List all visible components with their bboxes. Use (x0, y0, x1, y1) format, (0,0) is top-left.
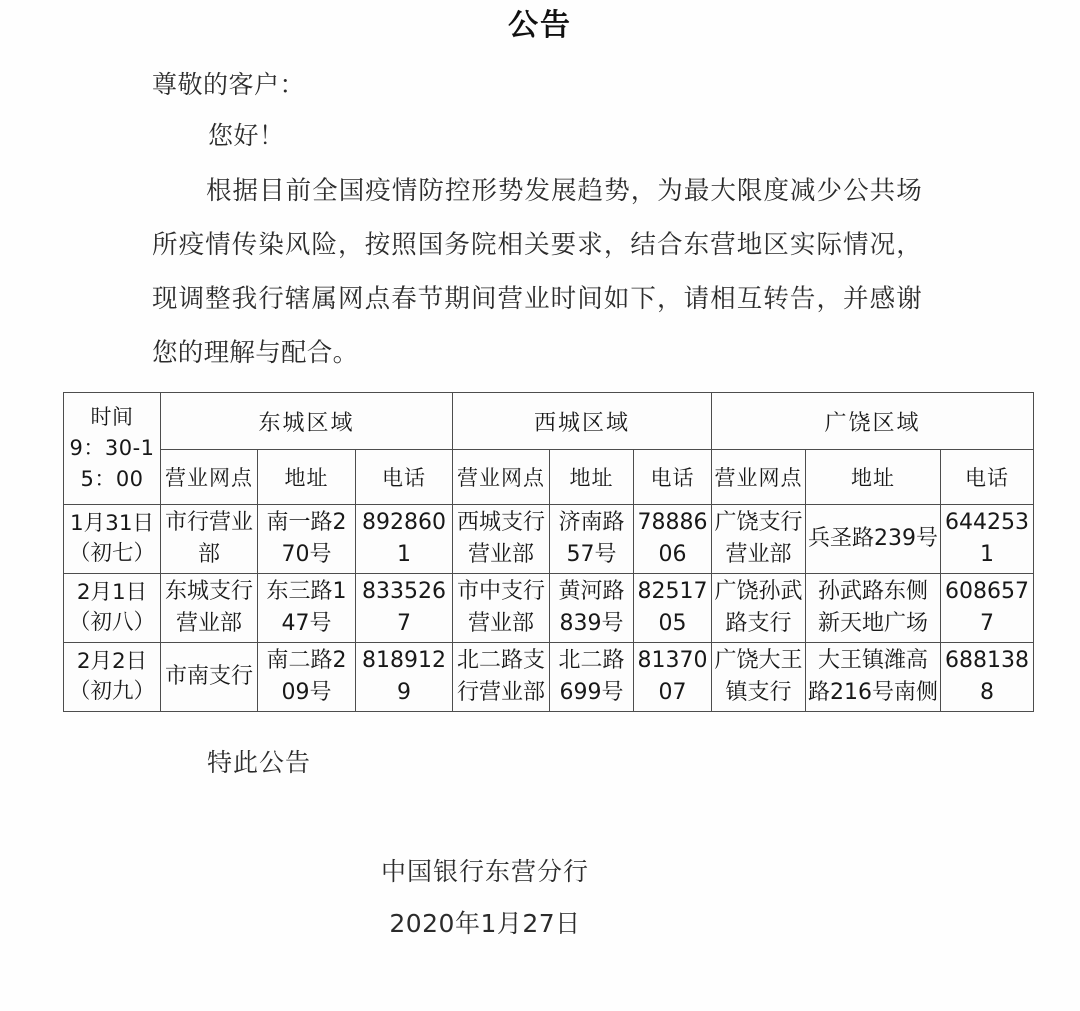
header-time-range-line1: 9：30-1 (69, 436, 155, 460)
salutation: 尊敬的客户： (152, 70, 306, 99)
cell-branch-xicheng: 西城支行营业部 (453, 505, 550, 574)
row-date-line2: （初九） (68, 679, 155, 704)
header-branch-xicheng: 营业网点 (453, 450, 550, 505)
letter-body (0, 60, 1080, 380)
cell-phone-xicheng: 8251705 (634, 574, 712, 643)
cell-branch-guangrao: 广饶孙武路支行 (712, 574, 806, 643)
cell-branch-dongcheng: 市南支行 (161, 643, 258, 712)
cell-address-dongcheng: 东三路147号 (258, 574, 356, 643)
row-date (64, 505, 161, 574)
greeting: 您好！ (208, 121, 285, 150)
signature-date: 2020年1月27日 (389, 909, 581, 938)
signature-block (0, 846, 1080, 950)
table-row (64, 643, 1034, 712)
cell-branch-xicheng: 市中支行营业部 (453, 574, 550, 643)
business-hours-table (63, 392, 1034, 712)
header-region-dongcheng: 东城区域 (161, 393, 453, 450)
header-branch-dongcheng: 营业网点 (161, 450, 258, 505)
cell-phone-guangrao: 6442531 (941, 505, 1034, 574)
cell-branch-dongcheng: 市行营业部 (161, 505, 258, 574)
row-date (64, 643, 161, 712)
closing-line: 特此公告 (207, 748, 312, 777)
header-phone-xicheng: 电话 (634, 450, 712, 505)
header-region-guangrao: 广饶区域 (712, 393, 1034, 450)
cell-address-guangrao: 孙武路东侧新天地广场 (806, 574, 941, 643)
signature-organization: 中国银行东营分行 (380, 857, 589, 886)
cell-address-xicheng: 北二路699号 (550, 643, 634, 712)
cell-address-xicheng: 济南路57号 (550, 505, 634, 574)
header-branch-guangrao: 营业网点 (712, 450, 806, 505)
cell-address-dongcheng: 南一路270号 (258, 505, 356, 574)
cell-phone-guangrao: 6881388 (941, 643, 1034, 712)
row-date-line1: 2月2日 (76, 649, 148, 674)
table-header-sub-row (64, 450, 1034, 505)
cell-branch-xicheng: 北二路支行营业部 (453, 643, 550, 712)
header-address-dongcheng: 地址 (258, 450, 356, 505)
header-time-label: 时间 (90, 405, 134, 429)
schedule-table-wrapper (0, 392, 1080, 712)
cell-address-guangrao: 兵圣路239号 (806, 505, 941, 574)
row-date-line2: （初八） (68, 610, 155, 635)
row-date-line2: （初七） (68, 541, 155, 566)
cell-phone-xicheng: 8137007 (634, 643, 712, 712)
header-phone-guangrao: 电话 (941, 450, 1034, 505)
header-region-xicheng: 西城区域 (453, 393, 712, 450)
cell-phone-xicheng: 7888606 (634, 505, 712, 574)
header-time-cell (64, 393, 161, 505)
row-date (64, 574, 161, 643)
header-address-xicheng: 地址 (550, 450, 634, 505)
cell-branch-guangrao: 广饶大王镇支行 (712, 643, 806, 712)
page-title: 公告 (508, 8, 572, 43)
header-phone-dongcheng: 电话 (356, 450, 453, 505)
header-time-range-line2: 5：00 (80, 467, 144, 491)
row-date-line1: 1月31日 (69, 511, 155, 536)
cell-phone-guangrao: 6086577 (941, 574, 1034, 643)
cell-phone-dongcheng: 8335267 (356, 574, 453, 643)
cell-address-guangrao: 大王镇潍高路216号南侧 (806, 643, 941, 712)
cell-phone-dongcheng: 8928601 (356, 505, 453, 574)
body-paragraph: 根据目前全国疫情防控形势发展趋势，为最大限度减少公共场所疫情传染风险，按照国务院相关要求，结合东营地区实际情况，现调整我行辖属网点春节期间营业时间如下，请相互转告，并感谢您的理解与配合。 (152, 176, 922, 368)
cell-address-xicheng: 黄河路839号 (550, 574, 634, 643)
header-address-guangrao: 地址 (806, 450, 941, 505)
cell-phone-dongcheng: 8189129 (356, 643, 453, 712)
cell-address-dongcheng: 南二路209号 (258, 643, 356, 712)
row-date-line1: 2月1日 (76, 580, 148, 605)
cell-branch-guangrao: 广饶支行营业部 (712, 505, 806, 574)
table-header-region-row (64, 393, 1034, 450)
table-row (64, 505, 1034, 574)
cell-branch-dongcheng: 东城支行营业部 (161, 574, 258, 643)
table-row (64, 574, 1034, 643)
